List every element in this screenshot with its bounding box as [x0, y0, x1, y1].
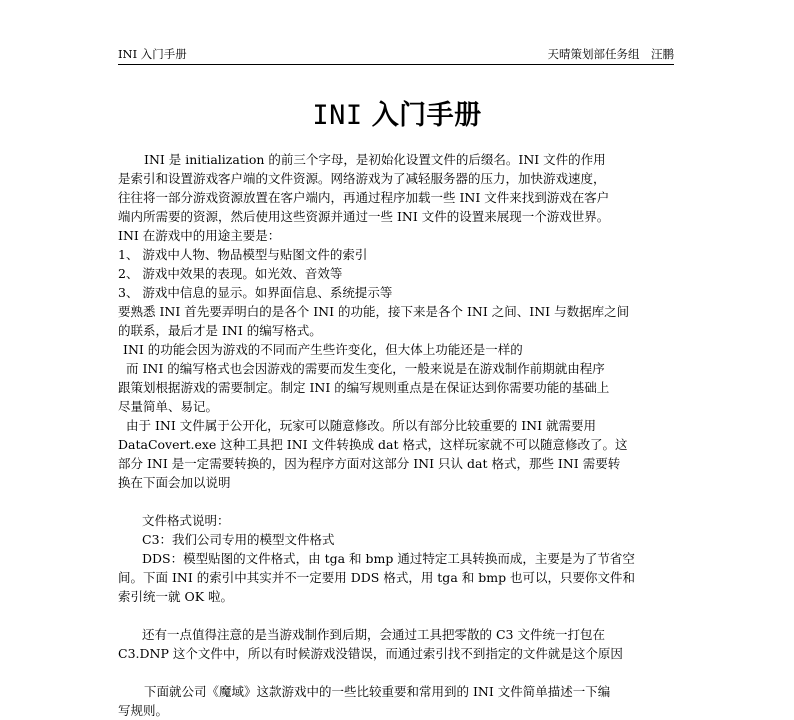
paragraph-line: DataCovert.exe 这种工具把 INI 文件转换成 dat 格式，这样玩家就不可以随意修改了。这: [118, 437, 628, 452]
spacer: [118, 606, 676, 625]
paragraph-line: INI 在游戏中的用途主要是：: [118, 228, 281, 243]
paragraph-line: 换在下面会加以说明: [118, 475, 231, 490]
paragraph-line: 写规则。: [118, 703, 169, 718]
paragraph-line: 还有一点值得注意的是当游戏制作到后期，会通过工具把零散的 C3 文件统一打包在: [142, 627, 605, 642]
spacer: [118, 492, 676, 511]
document-title: [0, 98, 794, 134]
paragraph-line: 是索引和设置游戏客户端的文件资源。网络游戏为了减轻服务器的压力，加快游戏速度，: [118, 171, 606, 186]
paragraph-line: INI 是 initialization 的前三个字母，是初始化设置文件的后缀名。INI 文件的作用: [144, 152, 606, 167]
page-header: [118, 46, 674, 65]
paragraph-line: 而 INI 的编写格式也会因游戏的需要而发生变化，一般来说是在游戏制作前期就由程序: [126, 361, 605, 376]
paragraph-line: 下面就公司《魔域》这款游戏中的一些比较重要和常用到的 INI 文件简单描述一下编: [144, 684, 611, 699]
paragraph-line: 尽量简单、易记。: [118, 399, 219, 414]
title-latin: INI: [312, 100, 363, 131]
paragraph-line: 端内所需要的资源，然后使用这些资源并通过一些 INI 文件的设置来展现一个游戏世界。: [118, 209, 610, 224]
paragraph-line: C3.DNP 这个文件中，所以有时候游戏没错误，而通过索引找不到指定的文件就是这个原因: [118, 646, 623, 661]
header-right-author: 天晴策划部任务组 汪鹏: [547, 47, 674, 61]
paragraph-line: 间。下面 INI 的索引中其实并不一定要用 DDS 格式，用 tga 和 bmp 也可以，只要你文件和: [118, 570, 636, 585]
title-cjk: 入门手册: [371, 100, 482, 131]
document-body: [118, 150, 676, 720]
paragraph-line: 要熟悉 INI 首先要弄明白的是各个 INI 的功能，接下来是各个 INI 之间、INI 与数据库之间: [118, 304, 630, 319]
paragraph-line: 部分 INI 是一定需要转换的，因为程序方面对这部分 INI 只认 dat 格式，那些 INI 需要转: [118, 456, 621, 471]
paragraph-line: 跟策划根据游戏的需要制定。制定 INI 的编写规则重点是在保证达到你需要功能的基础上: [118, 380, 610, 395]
paragraph-line: 的联系，最后才是 INI 的编写格式。: [118, 323, 322, 338]
paragraph-line: C3：我们公司专用的模型文件格式: [142, 532, 335, 547]
paragraph-line: 索引统一就 OK 啦。: [118, 589, 234, 604]
paragraph-line: 由于 INI 文件属于公开化，玩家可以随意修改。所以有部分比较重要的 INI 就需要用: [126, 418, 597, 433]
paragraph-line: INI 的功能会因为游戏的不同而产生些许变化，但大体上功能还是一样的: [123, 342, 523, 357]
list-item: 3、 游戏中信息的显示。如界面信息、系统提示等: [118, 285, 393, 300]
section-heading: 文件格式说明：: [142, 513, 230, 528]
list-item: 1、 游戏中人物、物品模型与贴图文件的索引: [118, 247, 368, 262]
spacer: [118, 663, 676, 682]
header-left-title: INI 入门手册: [118, 47, 187, 61]
paragraph-line: DDS：模型贴图的文件格式，由 tga 和 bmp 通过特定工具转换而成，主要是为了节省空: [142, 551, 635, 566]
list-item: 2、 游戏中效果的表现。如光效、音效等: [118, 266, 343, 281]
paragraph-line: 往往将一部分游戏资源放置在客户端内，再通过程序加载一些 INI 文件来找到游戏在客户: [118, 190, 610, 205]
